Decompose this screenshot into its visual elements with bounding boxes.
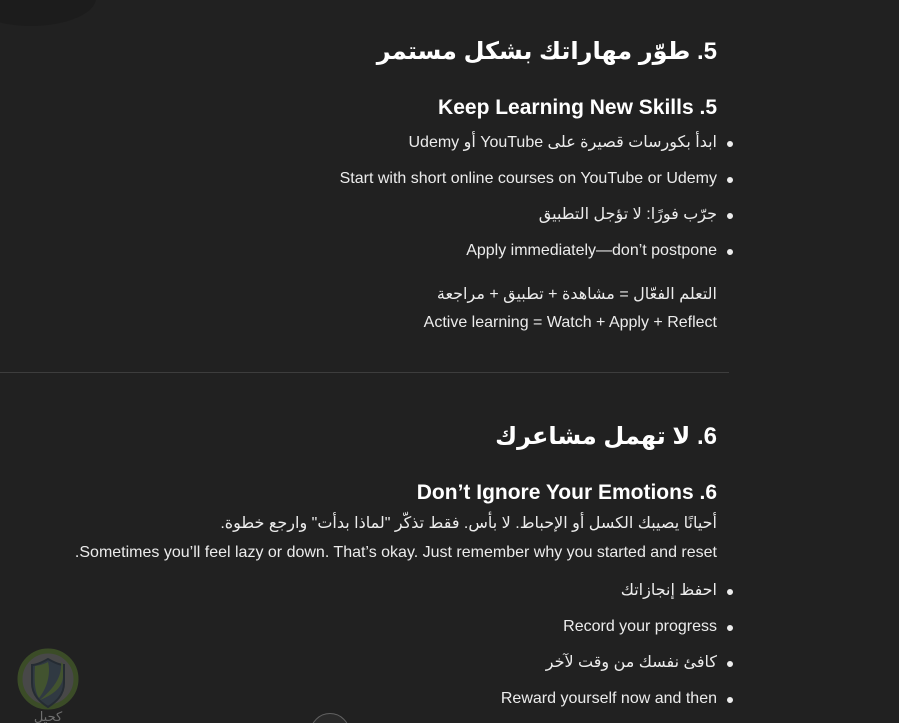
list-item: جرّب فورًا: لا تؤجل التطبيق — [538, 206, 717, 223]
section-divider — [0, 372, 729, 373]
section6-paragraph-english: Sometimes you’ll feel lazy or down. That’s okay. Just remember why you started and reset. — [74, 544, 717, 561]
section5-summary-english: Active learning = Watch + Apply + Reflect — [423, 314, 717, 331]
bullet-dot — [727, 589, 733, 595]
section5-summary-arabic: التعلم الفعّال = مشاهدة + تطبيق + مراجعة — [436, 286, 717, 303]
section5-heading-english: 5. Keep Learning New Skills — [438, 96, 717, 119]
section6-paragraph-arabic: أحيانًا يصيبك الكسل أو الإحباط. لا بأس. فقط تذكّر "لماذا بدأت" وارجع خطوة. — [220, 515, 717, 532]
bullet-dot — [727, 249, 733, 255]
top-left-watermark-shade — [0, 0, 96, 26]
watermark-label: كحيل — [33, 709, 63, 723]
scroll-to-bottom-button[interactable] — [310, 713, 350, 723]
watermark-logo — [12, 648, 84, 723]
list-item: Apply immediately—don’t postpone — [466, 242, 717, 259]
section6-heading-english: 6. Don’t Ignore Your Emotions — [416, 481, 717, 504]
list-item: ابدأ بكورسات قصيرة على YouTube أو Udemy — [408, 134, 717, 151]
bullet-dot — [727, 697, 733, 703]
bullet-dot — [727, 661, 733, 667]
bullet-dot — [727, 625, 733, 631]
bullet-dot — [727, 141, 733, 147]
bullet-dot — [727, 213, 733, 219]
list-item: Reward yourself now and then — [500, 690, 717, 707]
bullet-dot — [727, 177, 733, 183]
list-item: Start with short online courses on YouTube or Udemy — [339, 170, 717, 187]
list-item: احفظ إنجازاتك — [620, 582, 717, 599]
list-item: كافئ نفسك من وقت لآخر — [545, 654, 717, 671]
list-item: Record your progress — [563, 618, 717, 635]
section5-heading-arabic: 5. طوّر مهاراتك بشكل مستمر — [376, 38, 717, 65]
section6-heading-arabic: 6. لا تهمل مشاعرك — [495, 423, 717, 450]
